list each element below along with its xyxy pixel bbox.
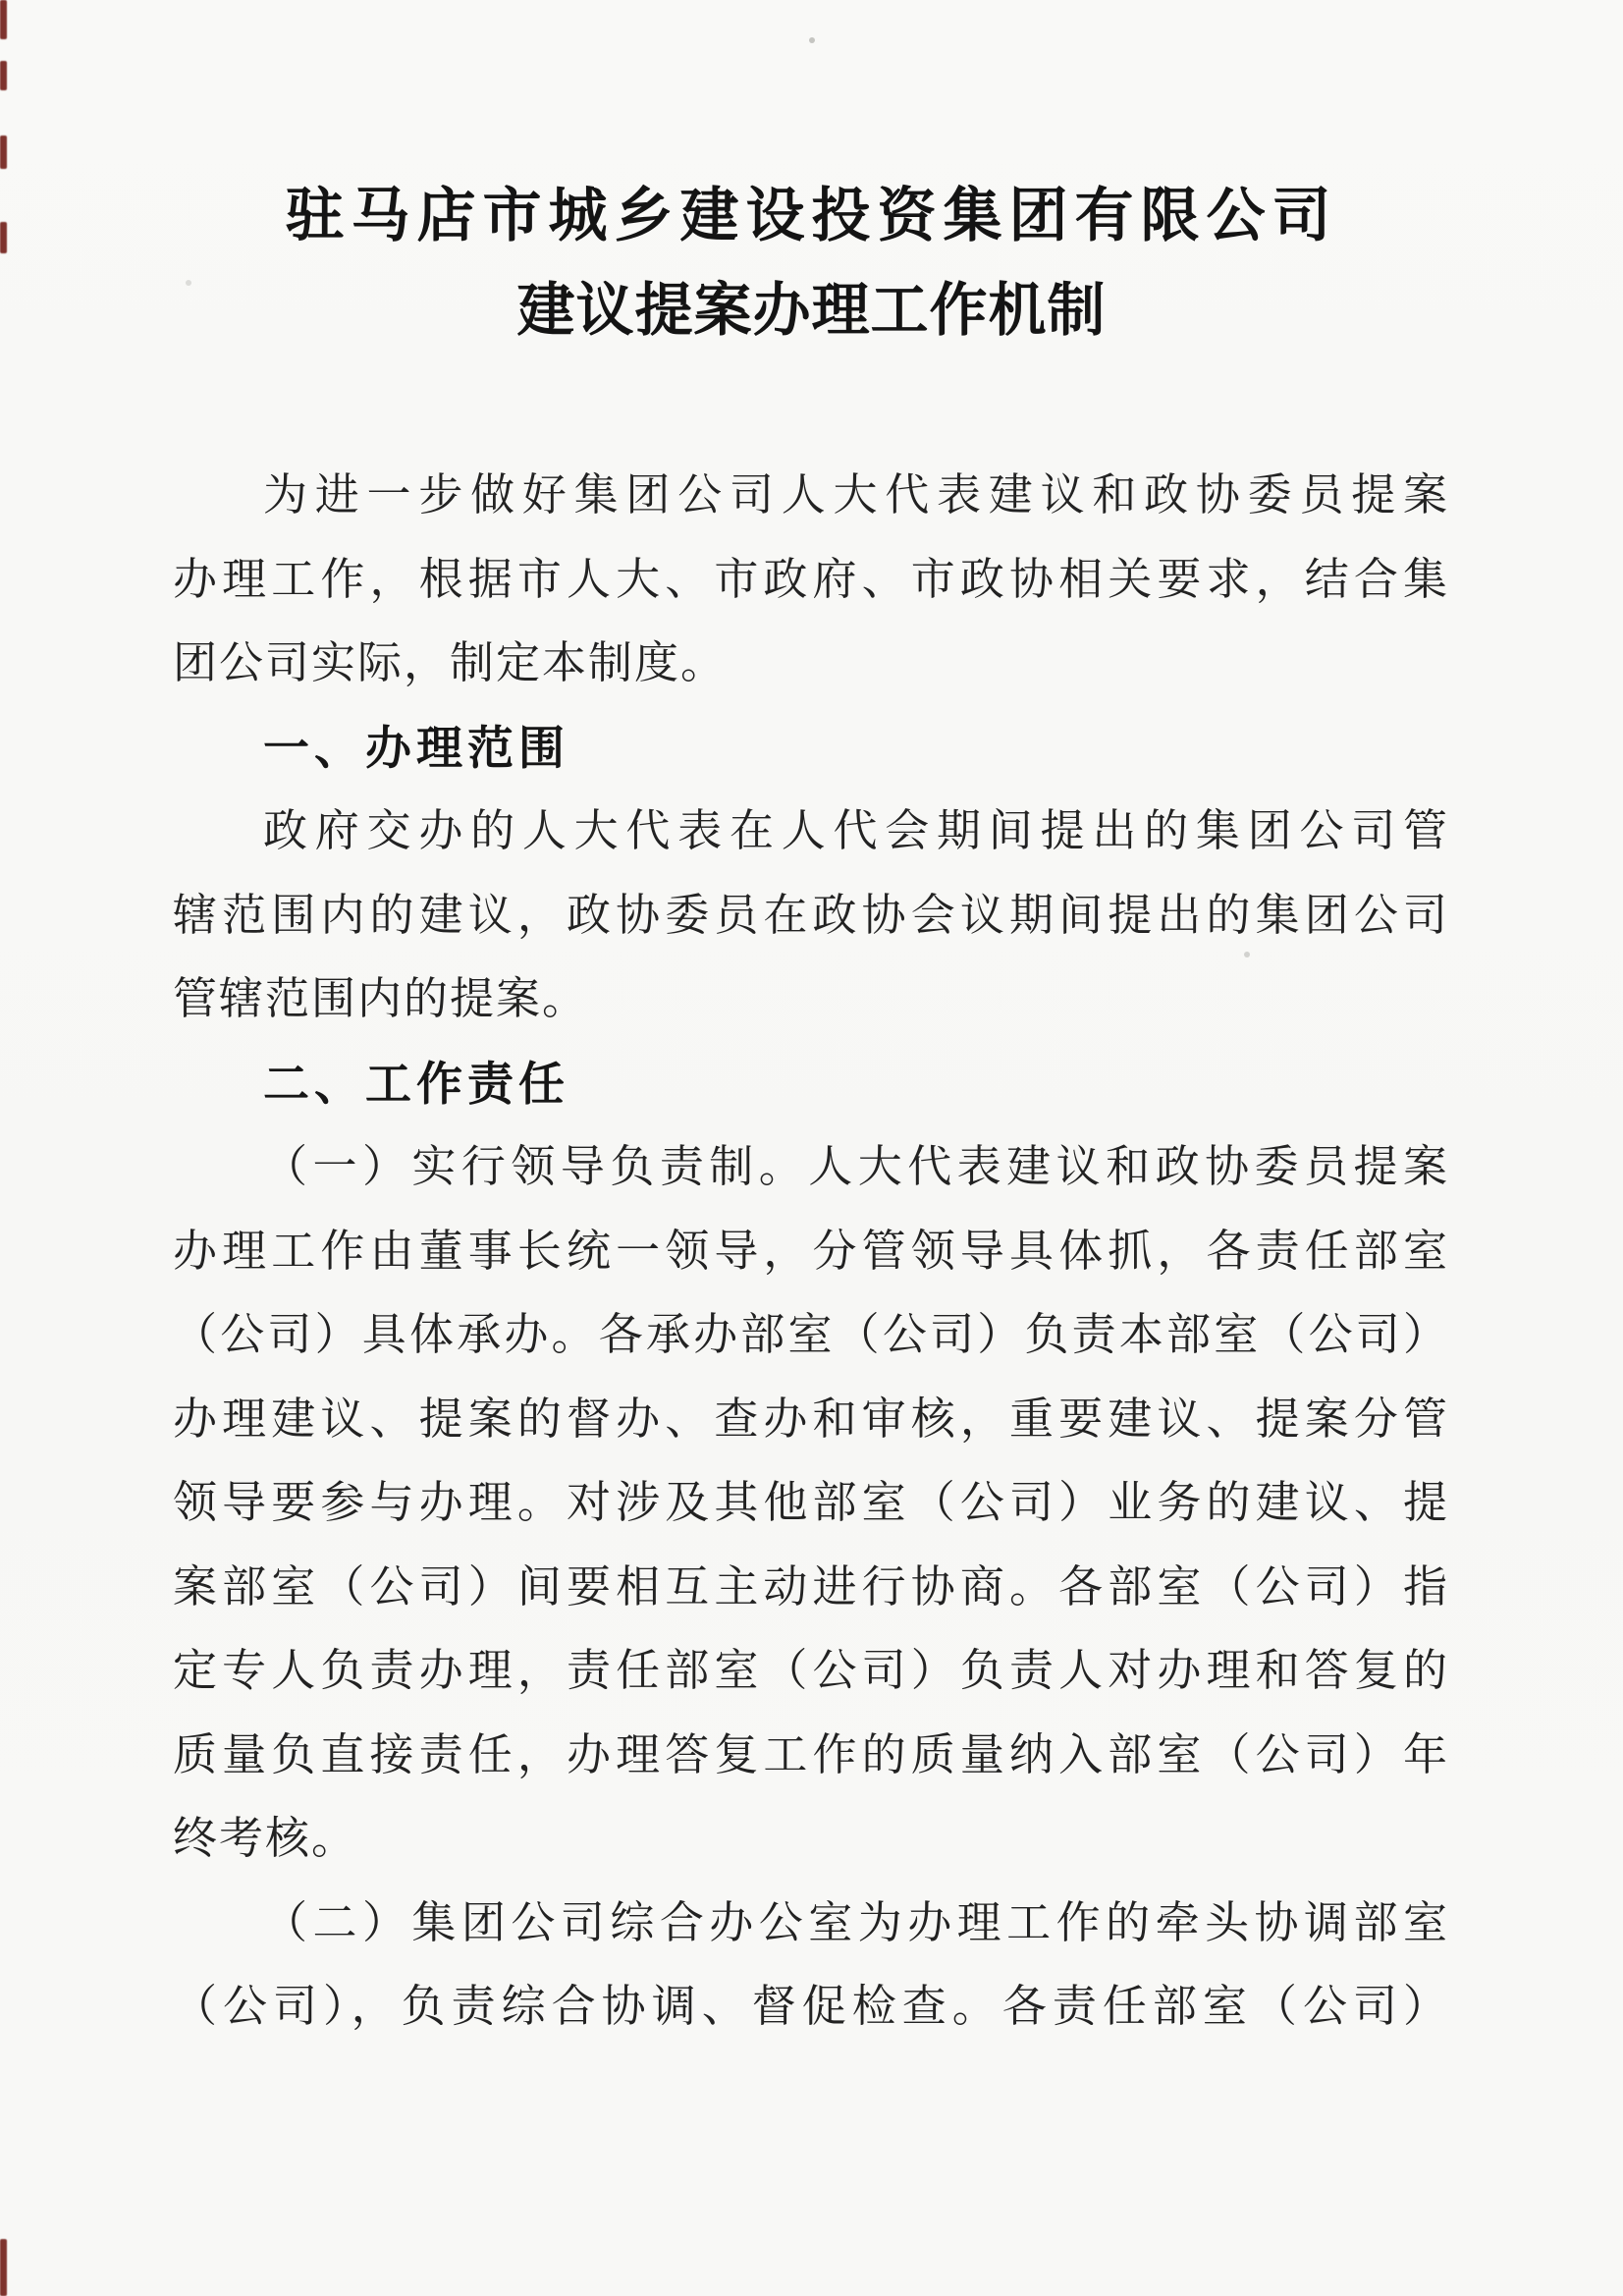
text-line: 领导要参与办理。对涉及其他部室（公司）业务的建议、提 bbox=[173, 1478, 1449, 1527]
text-line: 辖范围内的建议，政协委员在政协会议期间提出的集团公司 bbox=[173, 890, 1449, 940]
text-line: （一）实行领导负责制。人大代表建议和政协委员提案 bbox=[263, 1142, 1449, 1191]
text-line: （公司），负责综合协调、督促检查。各责任部室（公司） bbox=[173, 1982, 1449, 2031]
section-heading-scope: 一、办理范围 bbox=[263, 721, 569, 774]
text-line: 定专人负责办理，责任部室（公司）负责人对办理和答复的 bbox=[173, 1646, 1449, 1695]
scan-speck bbox=[809, 37, 815, 43]
text-line: （二）集团公司综合办公室为办理工作的牵头协调部室 bbox=[263, 1897, 1449, 1947]
text-line: 办理工作，根据市人大、市政府、市政协相关要求，结合集 bbox=[173, 554, 1449, 604]
document-body bbox=[173, 454, 1449, 2050]
text-line: 终考核。 bbox=[173, 1814, 358, 1863]
document-title-line-2: 建议提案办理工作机制 bbox=[516, 278, 1107, 343]
text-line: 办理工作由董事长统一领导，分管领导具体抓，各责任部室 bbox=[173, 1226, 1449, 1276]
text-line: 政府交办的人大代表在人代会期间提出的集团公司管 bbox=[263, 806, 1449, 855]
scan-binding-mark bbox=[0, 2239, 7, 2296]
text-line: 为进一步做好集团公司人大代表建议和政协委员提案 bbox=[263, 470, 1449, 519]
text-line: （公司）具体承办。各承办部室（公司）负责本部室（公司） bbox=[173, 1310, 1449, 1359]
document-title-line-1: 驻马店市城乡建设投资集团有限公司 bbox=[285, 184, 1338, 248]
scan-binding-mark bbox=[0, 61, 7, 90]
text-line: 质量负直接责任，办理答复工作的质量纳入部室（公司）年 bbox=[173, 1729, 1449, 1779]
text-line: 案部室（公司）间要相互主动进行协商。各部室（公司）指 bbox=[173, 1561, 1449, 1612]
document-title bbox=[0, 169, 1623, 357]
text-line: 办理建议、提案的督办、查办和审核，重要建议、提案分管 bbox=[173, 1394, 1449, 1444]
scan-binding-mark bbox=[0, 0, 7, 39]
text-line: 团公司实际，制定本制度。 bbox=[173, 638, 728, 687]
text-line: 管辖范围内的提案。 bbox=[173, 974, 589, 1023]
scan-binding-mark bbox=[0, 136, 7, 169]
section-heading-responsibility: 二、工作责任 bbox=[263, 1057, 569, 1110]
